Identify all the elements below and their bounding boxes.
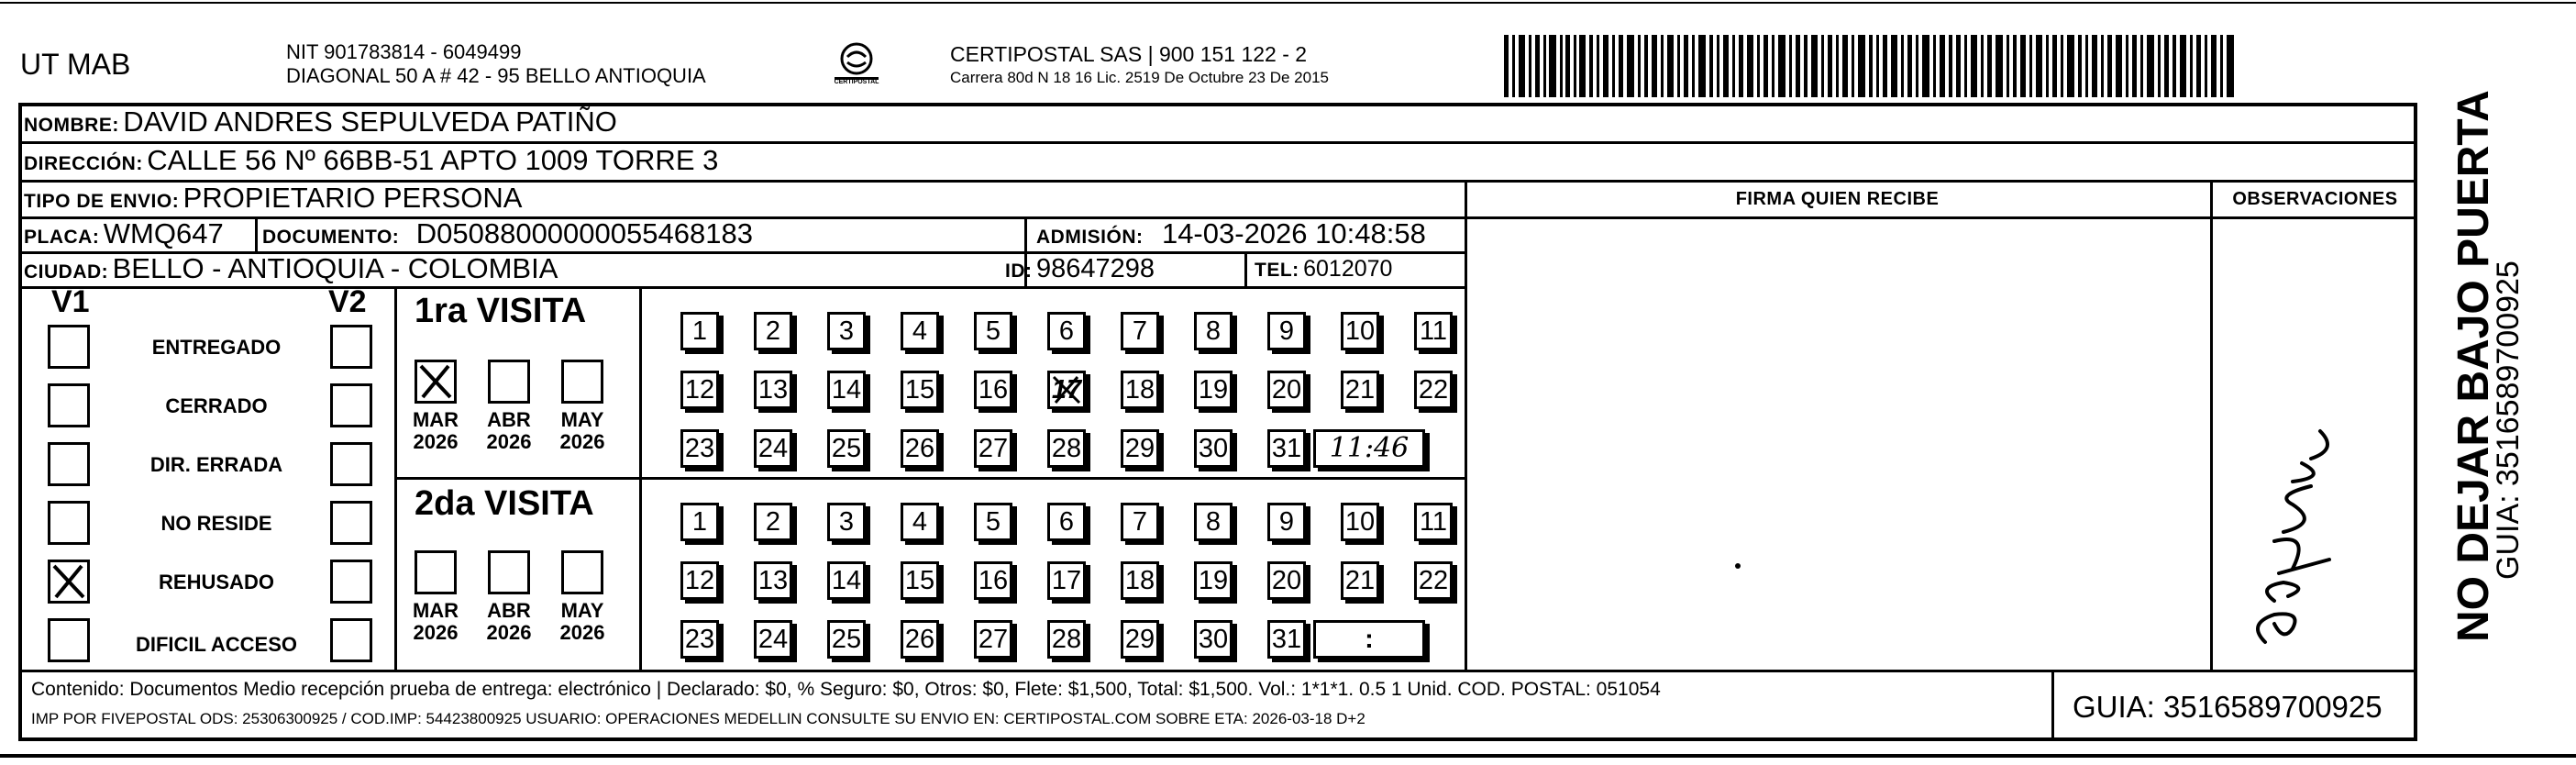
visit1-day-7[interactable]: 7 bbox=[1121, 312, 1159, 350]
visit1-day-17[interactable]: 17 bbox=[1047, 371, 1086, 409]
visit1-day-25[interactable]: 25 bbox=[827, 429, 866, 468]
visit2-day-31[interactable]: 31 bbox=[1267, 620, 1306, 659]
visit1-day-10[interactable]: 10 bbox=[1341, 312, 1379, 350]
placa-row bbox=[24, 216, 224, 251]
signature-header-line bbox=[1465, 216, 2417, 219]
sender-nit: NIT 901783814 - 6049499 bbox=[286, 40, 522, 63]
visit1-day-11[interactable]: 11 bbox=[1414, 312, 1453, 350]
visit2-day-9[interactable]: 9 bbox=[1267, 503, 1306, 541]
visit1-day-23[interactable]: 23 bbox=[680, 429, 719, 468]
certipostal-logo bbox=[829, 40, 884, 92]
ciudad-value: BELLO - ANTIOQUIA - COLOMBIA bbox=[112, 252, 558, 284]
company-name: CERTIPOSTAL SAS | 900 151 122 - 2 bbox=[950, 42, 1308, 66]
footer-imp: IMP POR FIVEPOSTAL ODS: 25306300925 / COD.IMP: 54423800925 USUARIO: OPERACIONES MEDELLIN CONSULTE SU ENVIO EN: CERTIPOSTAL.COM SOBRE ETA: 2026-03-18 D+2 bbox=[31, 710, 1365, 727]
v2-checkbox-cerrado[interactable] bbox=[330, 383, 372, 427]
visit2-day-19[interactable]: 19 bbox=[1194, 561, 1233, 600]
firma-label: FIRMA QUIEN RECIBE bbox=[1735, 189, 1940, 209]
v1-checkbox-dir-errada[interactable] bbox=[48, 442, 90, 486]
visit1-day-16[interactable]: 16 bbox=[974, 371, 1012, 409]
nombre-label: NOMBRE: bbox=[24, 115, 119, 136]
barcode-icon bbox=[1504, 35, 2238, 97]
visit2-day-7[interactable]: 7 bbox=[1121, 503, 1159, 541]
sender-address: DIAGONAL 50 A # 42 - 95 BELLO ANTIOQUIA bbox=[286, 64, 706, 87]
visit2-month-mar-checkbox[interactable] bbox=[415, 550, 457, 594]
no-dejar-bajo-puerta: NO DEJAR BAJO PUERTA bbox=[2449, 90, 2498, 642]
nombre-value: DAVID ANDRES SEPULVEDA PATIÑO bbox=[123, 105, 617, 138]
v2-checkbox-entregado[interactable] bbox=[330, 325, 372, 369]
id-label: ID: bbox=[1005, 261, 1033, 282]
visit2-title: 2da VISITA bbox=[415, 484, 594, 523]
visit2-day-14[interactable]: 14 bbox=[827, 561, 866, 600]
tipo-label: TIPO DE ENVIO: bbox=[24, 191, 180, 212]
visit2-day-5[interactable]: 5 bbox=[974, 503, 1012, 541]
direccion-row bbox=[24, 141, 718, 180]
visit2-day-24[interactable]: 24 bbox=[754, 620, 792, 659]
visit1-day-20[interactable]: 20 bbox=[1267, 371, 1306, 409]
visit1-day-6[interactable]: 6 bbox=[1047, 312, 1086, 350]
visit2-day-13[interactable]: 13 bbox=[754, 561, 792, 600]
visit2-month-mar: MAR 2026 bbox=[412, 599, 459, 644]
nombre-row bbox=[24, 103, 617, 141]
visit1-day-18[interactable]: 18 bbox=[1121, 371, 1159, 409]
visit1-month-may: MAY 2026 bbox=[559, 408, 605, 453]
visit2-day-2[interactable]: 2 bbox=[754, 503, 792, 541]
v2-checkbox-dificil-acceso[interactable] bbox=[330, 618, 372, 662]
observaciones-divider bbox=[2210, 180, 2213, 670]
visit2-day-23[interactable]: 23 bbox=[680, 620, 719, 659]
visit2-month-abr: ABR 2026 bbox=[486, 599, 532, 644]
tel-divider bbox=[1244, 251, 1247, 286]
ciudad-label: CIUDAD: bbox=[24, 261, 109, 283]
direccion-value: CALLE 56 Nº 66BB-51 APTO 1009 TORRE 3 bbox=[147, 144, 719, 176]
visit1-time-box[interactable]: 11:46 bbox=[1313, 429, 1425, 468]
footer-contenido: Contenido: Documentos Medio recepción prueba de entrega: electrónico | Declarado: $0, % Seguro: $0, Otros: $0, Flete: $1,500, Total: $1,500. Vol.: 1*1*1. 0.5 1 Unid. COD. POSTAL: 051054 bbox=[31, 679, 1661, 700]
v2-checkbox-rehusado[interactable] bbox=[330, 560, 372, 604]
visit1-day-24[interactable]: 24 bbox=[754, 429, 792, 468]
visit1-month-may-checkbox[interactable] bbox=[561, 360, 603, 404]
status-dificil-acceso: DIFICIL ACCESO bbox=[135, 633, 297, 656]
visit2-day-25[interactable]: 25 bbox=[827, 620, 866, 659]
signature-divider bbox=[1465, 180, 1467, 670]
visit2-day-4[interactable]: 4 bbox=[901, 503, 939, 541]
visit1-day-19[interactable]: 19 bbox=[1194, 371, 1233, 409]
visit1-month-abr: ABR 2026 bbox=[486, 408, 532, 453]
visit2-day-22[interactable]: 22 bbox=[1414, 561, 1453, 600]
v2-checkbox-dir-errada[interactable] bbox=[330, 442, 372, 486]
visit2-day-30[interactable]: 30 bbox=[1194, 620, 1233, 659]
visit1-day-9[interactable]: 9 bbox=[1267, 312, 1306, 350]
visit2-day-27[interactable]: 27 bbox=[974, 620, 1012, 659]
visit2-month-may: MAY 2026 bbox=[559, 599, 605, 644]
tipo-row bbox=[24, 180, 522, 216]
visit2-day-10[interactable]: 10 bbox=[1341, 503, 1379, 541]
documento-row bbox=[262, 216, 753, 251]
placa-label: PLACA: bbox=[24, 227, 100, 248]
visit1-month-mar: MAR 2026 bbox=[412, 408, 459, 453]
day-cross-icon bbox=[1050, 373, 1083, 406]
visit1-day-12[interactable]: 12 bbox=[680, 371, 719, 409]
bottom-border bbox=[0, 754, 2576, 758]
visit1-day-4[interactable]: 4 bbox=[901, 312, 939, 350]
visit2-day-28[interactable]: 28 bbox=[1047, 620, 1086, 659]
observaciones-label: OBSERVACIONES bbox=[2232, 189, 2398, 209]
check-mark-icon bbox=[50, 562, 87, 601]
status-cerrado: CERRADO bbox=[165, 394, 268, 417]
visit2-day-3[interactable]: 3 bbox=[827, 503, 866, 541]
top-border bbox=[0, 2, 2576, 4]
visit1-day-5[interactable]: 5 bbox=[974, 312, 1012, 350]
admision-row bbox=[1036, 216, 1426, 251]
visit2-day-26[interactable]: 26 bbox=[901, 620, 939, 659]
visit1-title: 1ra VISITA bbox=[415, 292, 587, 330]
v1-checkbox-no-reside[interactable] bbox=[48, 501, 90, 545]
check-mark-icon bbox=[417, 362, 454, 401]
tipo-value: PROPIETARIO PERSONA bbox=[182, 182, 523, 214]
visit1-day-3[interactable]: 3 bbox=[827, 312, 866, 350]
visit1-day-26[interactable]: 26 bbox=[901, 429, 939, 468]
visit2-day-18[interactable]: 18 bbox=[1121, 561, 1159, 600]
v1-checkbox-dificil-acceso[interactable] bbox=[48, 618, 90, 662]
placa-divider bbox=[255, 216, 258, 251]
visit1-day-1[interactable]: 1 bbox=[680, 312, 719, 350]
v1-checkbox-entregado[interactable] bbox=[48, 325, 90, 369]
visit2-month-may-checkbox[interactable] bbox=[561, 550, 603, 594]
visit2-day-29[interactable]: 29 bbox=[1121, 620, 1159, 659]
visit2-day-17[interactable]: 17 bbox=[1047, 561, 1086, 600]
visit1-month-mar-checkbox[interactable] bbox=[415, 360, 457, 404]
status-rehusado: REHUSADO bbox=[159, 571, 274, 593]
tel-value: 6012070 bbox=[1303, 256, 1393, 282]
handwritten-signature bbox=[2238, 394, 2375, 651]
visit2-day-11[interactable]: 11 bbox=[1414, 503, 1453, 541]
visit2-day-12[interactable]: 12 bbox=[680, 561, 719, 600]
visit1-day-30[interactable]: 30 bbox=[1194, 429, 1233, 468]
visit1-day-14[interactable]: 14 bbox=[827, 371, 866, 409]
footer-guia-divider bbox=[2051, 670, 2054, 741]
signature-dot bbox=[1735, 563, 1741, 569]
status-entregado: ENTREGADO bbox=[151, 336, 282, 359]
visit1-day-28[interactable]: 28 bbox=[1047, 429, 1086, 468]
visit2-day-1[interactable]: 1 bbox=[680, 503, 719, 541]
company-address: Carrera 80d N 18 16 Lic. 2519 De Octubre 23 De 2015 bbox=[950, 69, 1329, 86]
visit1-month-abr-checkbox[interactable] bbox=[488, 360, 530, 404]
footer-guia: GUIA: 3516589700925 bbox=[2073, 690, 2383, 724]
id-value: 98647298 bbox=[1035, 254, 1155, 283]
row-divider bbox=[18, 670, 2417, 672]
visit1-day-21[interactable]: 21 bbox=[1341, 371, 1379, 409]
documento-value: D05088000000055468183 bbox=[415, 217, 753, 249]
visit2-month-abr-checkbox[interactable] bbox=[488, 550, 530, 594]
direccion-label: DIRECCIÓN: bbox=[24, 153, 143, 174]
v2-header: V2 bbox=[328, 284, 367, 319]
documento-label: DOCUMENTO: bbox=[262, 227, 400, 248]
visit2-day-20[interactable]: 20 bbox=[1267, 561, 1306, 600]
visit1-day-13[interactable]: 13 bbox=[754, 371, 792, 409]
visit1-day-22[interactable]: 22 bbox=[1414, 371, 1453, 409]
row-divider bbox=[18, 286, 1467, 289]
placa-value: WMQ647 bbox=[103, 217, 224, 249]
admision-value: 14-03-2026 10:48:58 bbox=[1161, 217, 1426, 249]
side-guia: GUIA: 3516589700925 bbox=[2491, 261, 2526, 580]
visit2-day-15[interactable]: 15 bbox=[901, 561, 939, 600]
visit1-day-27[interactable]: 27 bbox=[974, 429, 1012, 468]
logo-caption: CERTIPOSTAL bbox=[834, 79, 879, 85]
visit2-time-box[interactable]: : bbox=[1313, 620, 1425, 659]
v1-checkbox-rehusado[interactable] bbox=[48, 560, 90, 604]
visit1-day-29[interactable]: 29 bbox=[1121, 429, 1159, 468]
visit1-day-2[interactable]: 2 bbox=[754, 312, 792, 350]
sender-name: UT MAB bbox=[20, 48, 131, 81]
visit1-day-8[interactable]: 8 bbox=[1194, 312, 1233, 350]
visit2-day-8[interactable]: 8 bbox=[1194, 503, 1233, 541]
id-row bbox=[1005, 251, 1155, 286]
visit2-day-6[interactable]: 6 bbox=[1047, 503, 1086, 541]
admision-label: ADMISIÓN: bbox=[1036, 227, 1144, 248]
v2-checkbox-no-reside[interactable] bbox=[330, 501, 372, 545]
visit2-day-16[interactable]: 16 bbox=[974, 561, 1012, 600]
visit2-day-21[interactable]: 21 bbox=[1341, 561, 1379, 600]
ciudad-row bbox=[24, 251, 558, 286]
status-no-reside: NO RESIDE bbox=[160, 512, 272, 535]
tel-label: TEL: bbox=[1255, 260, 1299, 281]
v1-checkbox-cerrado[interactable] bbox=[48, 383, 90, 427]
visit1-day-31[interactable]: 31 bbox=[1267, 429, 1306, 468]
visit1-day-15[interactable]: 15 bbox=[901, 371, 939, 409]
visit-separator bbox=[394, 477, 1465, 480]
status-dir-errada: DIR. ERRADA bbox=[149, 453, 283, 476]
tel-row bbox=[1255, 251, 1392, 286]
v1-header: V1 bbox=[51, 284, 90, 319]
